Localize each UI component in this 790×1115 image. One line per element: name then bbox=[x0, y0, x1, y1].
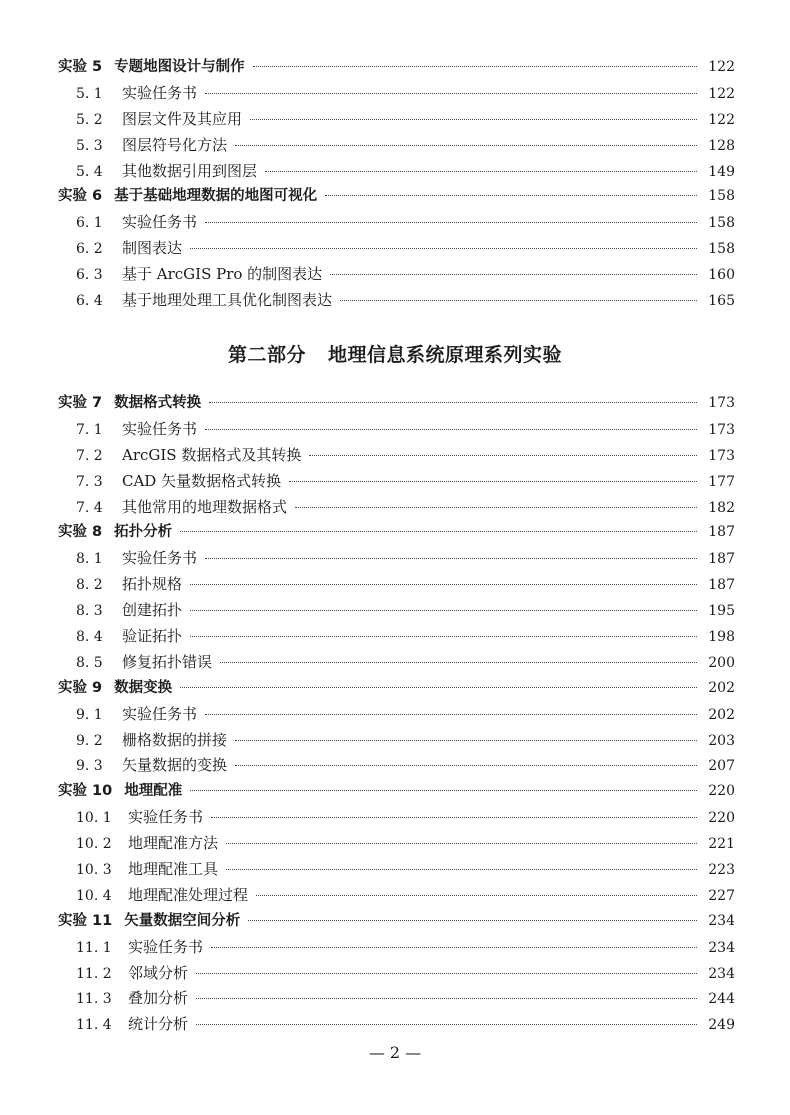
toc-section-row[interactable] bbox=[58, 883, 735, 909]
part-heading-title: 地理信息系统原理系列实验 bbox=[328, 344, 563, 366]
toc-entry-title: 地理配准工具 bbox=[128, 860, 219, 879]
toc-entry-page: 122 bbox=[708, 59, 735, 75]
toc-entry-page: 195 bbox=[708, 603, 735, 620]
toc-entry-page: 173 bbox=[708, 395, 735, 411]
dot-leader bbox=[205, 429, 697, 430]
toc-entry-number: 6. 4 bbox=[76, 293, 103, 310]
toc-chapter-row[interactable] bbox=[58, 779, 735, 805]
toc-section-row[interactable] bbox=[58, 702, 735, 728]
toc-entry-number: 8. 2 bbox=[76, 577, 103, 594]
toc-section-row[interactable] bbox=[58, 831, 735, 857]
dot-leader bbox=[235, 765, 697, 766]
toc-entry-number: 实验 9 bbox=[58, 679, 103, 696]
page-number: — 2 — bbox=[368, 1043, 422, 1062]
dot-leader bbox=[325, 195, 697, 196]
dot-leader bbox=[196, 998, 697, 999]
toc-entry-page: 227 bbox=[708, 887, 735, 904]
toc-entry-page: 165 bbox=[708, 293, 735, 310]
toc-entry-number: 9. 1 bbox=[76, 706, 103, 723]
toc-entry-number: 11. 4 bbox=[76, 1017, 112, 1034]
toc-entry-number: 8. 1 bbox=[76, 551, 103, 568]
toc-entry-number: 6. 3 bbox=[76, 267, 103, 284]
toc-entry-title: 实验任务书 bbox=[122, 704, 198, 723]
dot-leader bbox=[196, 1024, 697, 1025]
toc-section-row[interactable] bbox=[58, 210, 735, 236]
toc-entry-page: 203 bbox=[708, 732, 735, 749]
dot-leader bbox=[196, 973, 697, 974]
toc-entry-number: 10. 1 bbox=[76, 810, 112, 827]
toc-entry-page: 202 bbox=[708, 706, 735, 723]
toc-entry-title: 图层文件及其应用 bbox=[122, 109, 243, 128]
toc-entry-title: 其他常用的地理数据格式 bbox=[122, 497, 288, 516]
dot-leader bbox=[235, 145, 697, 146]
dot-leader bbox=[248, 920, 697, 921]
dot-leader bbox=[180, 531, 697, 532]
dot-leader bbox=[190, 636, 697, 637]
dot-leader bbox=[226, 843, 697, 844]
toc-entry-number: 7. 1 bbox=[76, 421, 103, 438]
dot-leader bbox=[190, 790, 697, 791]
toc-section-row[interactable] bbox=[58, 133, 735, 159]
toc-entry-title: 实验任务书 bbox=[122, 83, 198, 102]
toc-section-row[interactable] bbox=[58, 469, 735, 495]
toc-section-row[interactable] bbox=[58, 935, 735, 961]
toc-entry-title: 矢量数据的变换 bbox=[122, 756, 228, 775]
toc-entry-number: 5. 2 bbox=[76, 111, 103, 128]
toc-section-row[interactable] bbox=[58, 546, 735, 572]
toc-section-row[interactable] bbox=[58, 572, 735, 598]
dot-leader bbox=[190, 610, 697, 611]
toc-section-row[interactable] bbox=[58, 728, 735, 754]
toc-entry-page: 234 bbox=[708, 939, 735, 956]
toc-entry-title: 基于基础地理数据的地图可视化 bbox=[114, 188, 318, 205]
toc-entry-page: 221 bbox=[708, 836, 735, 853]
toc-section-row[interactable] bbox=[58, 417, 735, 443]
toc-entry-number: 5. 1 bbox=[76, 85, 103, 102]
toc-entry-page: 187 bbox=[708, 524, 735, 541]
toc-entry-page: 220 bbox=[708, 783, 735, 800]
dot-leader bbox=[205, 558, 697, 559]
dot-leader bbox=[205, 714, 697, 715]
toc-entry-page: 234 bbox=[708, 912, 735, 929]
dot-leader bbox=[211, 947, 697, 948]
toc-entry-page: 160 bbox=[708, 267, 735, 284]
toc-entry-title: 修复拓扑错误 bbox=[122, 652, 213, 671]
toc-entry-page: 158 bbox=[708, 188, 735, 205]
toc-chapter-row[interactable] bbox=[58, 909, 735, 935]
toc-entry-title: 拓扑分析 bbox=[114, 524, 173, 541]
toc-entry-number: 9. 2 bbox=[76, 732, 103, 749]
toc-entry-title: 邻域分析 bbox=[128, 963, 189, 982]
toc-entry-title: 地理配准处理过程 bbox=[128, 885, 249, 904]
toc-entry-number: 9. 3 bbox=[76, 758, 103, 775]
toc-section-row[interactable] bbox=[58, 495, 735, 521]
toc-entry-title: 统计分析 bbox=[128, 1015, 189, 1034]
toc-entry-page: 122 bbox=[708, 85, 735, 102]
toc-entry-number: 实验 6 bbox=[58, 188, 103, 205]
toc-entry-page: 223 bbox=[708, 862, 735, 879]
dot-leader bbox=[253, 66, 697, 67]
toc-entry-number: 10. 2 bbox=[76, 836, 112, 853]
toc-section-part-one bbox=[58, 55, 735, 314]
toc-entry-number: 实验 5 bbox=[58, 59, 103, 75]
toc-section-row[interactable] bbox=[58, 81, 735, 107]
toc-entry-number: 实验 11 bbox=[58, 912, 113, 929]
toc-entry-number: 实验 7 bbox=[58, 395, 103, 411]
toc-entry-page: 128 bbox=[708, 137, 735, 154]
toc-entry-number: 实验 10 bbox=[58, 783, 113, 800]
dot-leader bbox=[209, 402, 697, 403]
dot-leader bbox=[226, 869, 697, 870]
part-heading-number: 第二部分 bbox=[227, 344, 306, 366]
dot-leader bbox=[205, 222, 697, 223]
toc-entry-title: 实验任务书 bbox=[122, 213, 198, 232]
toc-chapter-row[interactable] bbox=[58, 676, 735, 702]
toc-chapter-row[interactable] bbox=[58, 520, 735, 546]
dot-leader bbox=[190, 248, 697, 249]
toc-section-row[interactable] bbox=[58, 624, 735, 650]
toc-entry-page: 173 bbox=[708, 421, 735, 438]
toc-entry-title: 数据格式转换 bbox=[114, 395, 202, 411]
toc-entry-number: 5. 4 bbox=[76, 163, 103, 180]
toc-section-row[interactable] bbox=[58, 598, 735, 624]
toc-entry-number: 11. 1 bbox=[76, 939, 112, 956]
dot-leader bbox=[309, 455, 697, 456]
toc-chapter-row[interactable] bbox=[58, 184, 735, 210]
toc-entry-title: 制图表达 bbox=[122, 239, 183, 258]
toc-chapter-row[interactable] bbox=[58, 55, 735, 81]
dot-leader bbox=[340, 300, 697, 301]
toc-entry-title: 基于 ArcGIS Pro 的制图表达 bbox=[122, 265, 323, 284]
toc-entry-page: 177 bbox=[708, 473, 735, 490]
toc-entry-number: 7. 3 bbox=[76, 473, 103, 490]
toc-entry-page: 149 bbox=[708, 163, 735, 180]
toc-entry-title: CAD 矢量数据格式转换 bbox=[122, 471, 282, 490]
toc-entry-page: 173 bbox=[708, 447, 735, 464]
toc-entry-number: 7. 2 bbox=[76, 447, 103, 464]
toc-chapter-row[interactable] bbox=[58, 391, 735, 417]
toc-entry-page: 158 bbox=[708, 215, 735, 232]
toc-entry-number: 8. 4 bbox=[76, 629, 103, 646]
toc-entry-title: 实验任务书 bbox=[122, 419, 198, 438]
toc-entry-number: 11. 2 bbox=[76, 965, 112, 982]
toc-entry-page: 122 bbox=[708, 111, 735, 128]
toc-entry-title: 实验任务书 bbox=[128, 937, 204, 956]
dot-leader bbox=[256, 895, 697, 896]
toc-entry-number: 8. 5 bbox=[76, 654, 103, 671]
toc-section-row[interactable] bbox=[58, 107, 735, 133]
toc-entry-title: 基于地理处理工具优化制图表达 bbox=[122, 291, 333, 310]
toc-entry-number: 10. 4 bbox=[76, 887, 112, 904]
toc-entry-page: 198 bbox=[708, 629, 735, 646]
toc-entry-title: 数据变换 bbox=[114, 679, 173, 696]
toc-entry-number: 8. 3 bbox=[76, 603, 103, 620]
toc-entry-page: 202 bbox=[708, 679, 735, 696]
toc-entry-title: 创建拓扑 bbox=[122, 601, 183, 620]
dot-leader bbox=[220, 662, 697, 663]
toc-entry-title: 专题地图设计与制作 bbox=[114, 59, 245, 75]
toc-entry-title: 矢量数据空间分析 bbox=[124, 912, 241, 929]
toc-section-row[interactable] bbox=[58, 262, 735, 288]
toc-entry-page: 187 bbox=[708, 551, 735, 568]
toc-entry-page: 158 bbox=[708, 241, 735, 258]
toc-entry-number: 7. 4 bbox=[76, 499, 103, 516]
dot-leader bbox=[250, 119, 697, 120]
dot-leader bbox=[330, 274, 697, 275]
toc-entry-page: 187 bbox=[708, 577, 735, 594]
toc-entry-page: 207 bbox=[708, 758, 735, 775]
toc-section-row[interactable] bbox=[58, 288, 735, 314]
toc-entry-title: 叠加分析 bbox=[128, 989, 189, 1008]
toc-section-row[interactable] bbox=[58, 961, 735, 987]
toc-section-row[interactable] bbox=[58, 159, 735, 185]
toc-section-row[interactable] bbox=[58, 236, 735, 262]
toc-entry-page: 220 bbox=[708, 810, 735, 827]
toc-entry-title: ArcGIS 数据格式及其转换 bbox=[122, 445, 302, 464]
toc-entry-title: 其他数据引用到图层 bbox=[122, 161, 258, 180]
dot-leader bbox=[265, 171, 697, 172]
toc-entry-title: 实验任务书 bbox=[128, 808, 204, 827]
dot-leader bbox=[289, 481, 697, 482]
dot-leader bbox=[211, 817, 697, 818]
toc-section-row[interactable] bbox=[58, 1012, 735, 1038]
toc-entry-number: 5. 3 bbox=[76, 137, 103, 154]
part-heading bbox=[0, 340, 790, 367]
toc-entry-title: 地理配准 bbox=[124, 783, 183, 800]
toc-section-row[interactable] bbox=[58, 986, 735, 1012]
toc-entry-title: 图层符号化方法 bbox=[122, 135, 228, 154]
toc-entry-page: 249 bbox=[708, 1017, 735, 1034]
toc-entry-title: 栅格数据的拼接 bbox=[122, 730, 228, 749]
toc-section-row[interactable] bbox=[58, 753, 735, 779]
toc-entry-number: 6. 1 bbox=[76, 215, 103, 232]
toc-entry-title: 拓扑规格 bbox=[122, 575, 183, 594]
toc-entry-page: 234 bbox=[708, 965, 735, 982]
toc-section-row[interactable] bbox=[58, 443, 735, 469]
toc-entry-number: 11. 3 bbox=[76, 991, 112, 1008]
dot-leader bbox=[295, 507, 697, 508]
toc-entry-title: 实验任务书 bbox=[122, 549, 198, 568]
toc-entry-number: 10. 3 bbox=[76, 862, 112, 879]
toc-section-part-two bbox=[58, 391, 735, 1038]
toc-entry-number: 实验 8 bbox=[58, 524, 103, 541]
dot-leader bbox=[190, 584, 697, 585]
dot-leader bbox=[205, 93, 697, 94]
dot-leader bbox=[235, 740, 697, 741]
dot-leader bbox=[180, 687, 697, 688]
toc-entry-page: 244 bbox=[708, 991, 735, 1008]
toc-section-row[interactable] bbox=[58, 805, 735, 831]
toc-entry-title: 地理配准方法 bbox=[128, 834, 219, 853]
toc-entry-number: 6. 2 bbox=[76, 241, 103, 258]
toc-section-row[interactable] bbox=[58, 650, 735, 676]
toc-entry-page: 200 bbox=[708, 654, 735, 671]
toc-entry-title: 验证拓扑 bbox=[122, 627, 183, 646]
toc-section-row[interactable] bbox=[58, 857, 735, 883]
toc-entry-page: 182 bbox=[708, 499, 735, 516]
